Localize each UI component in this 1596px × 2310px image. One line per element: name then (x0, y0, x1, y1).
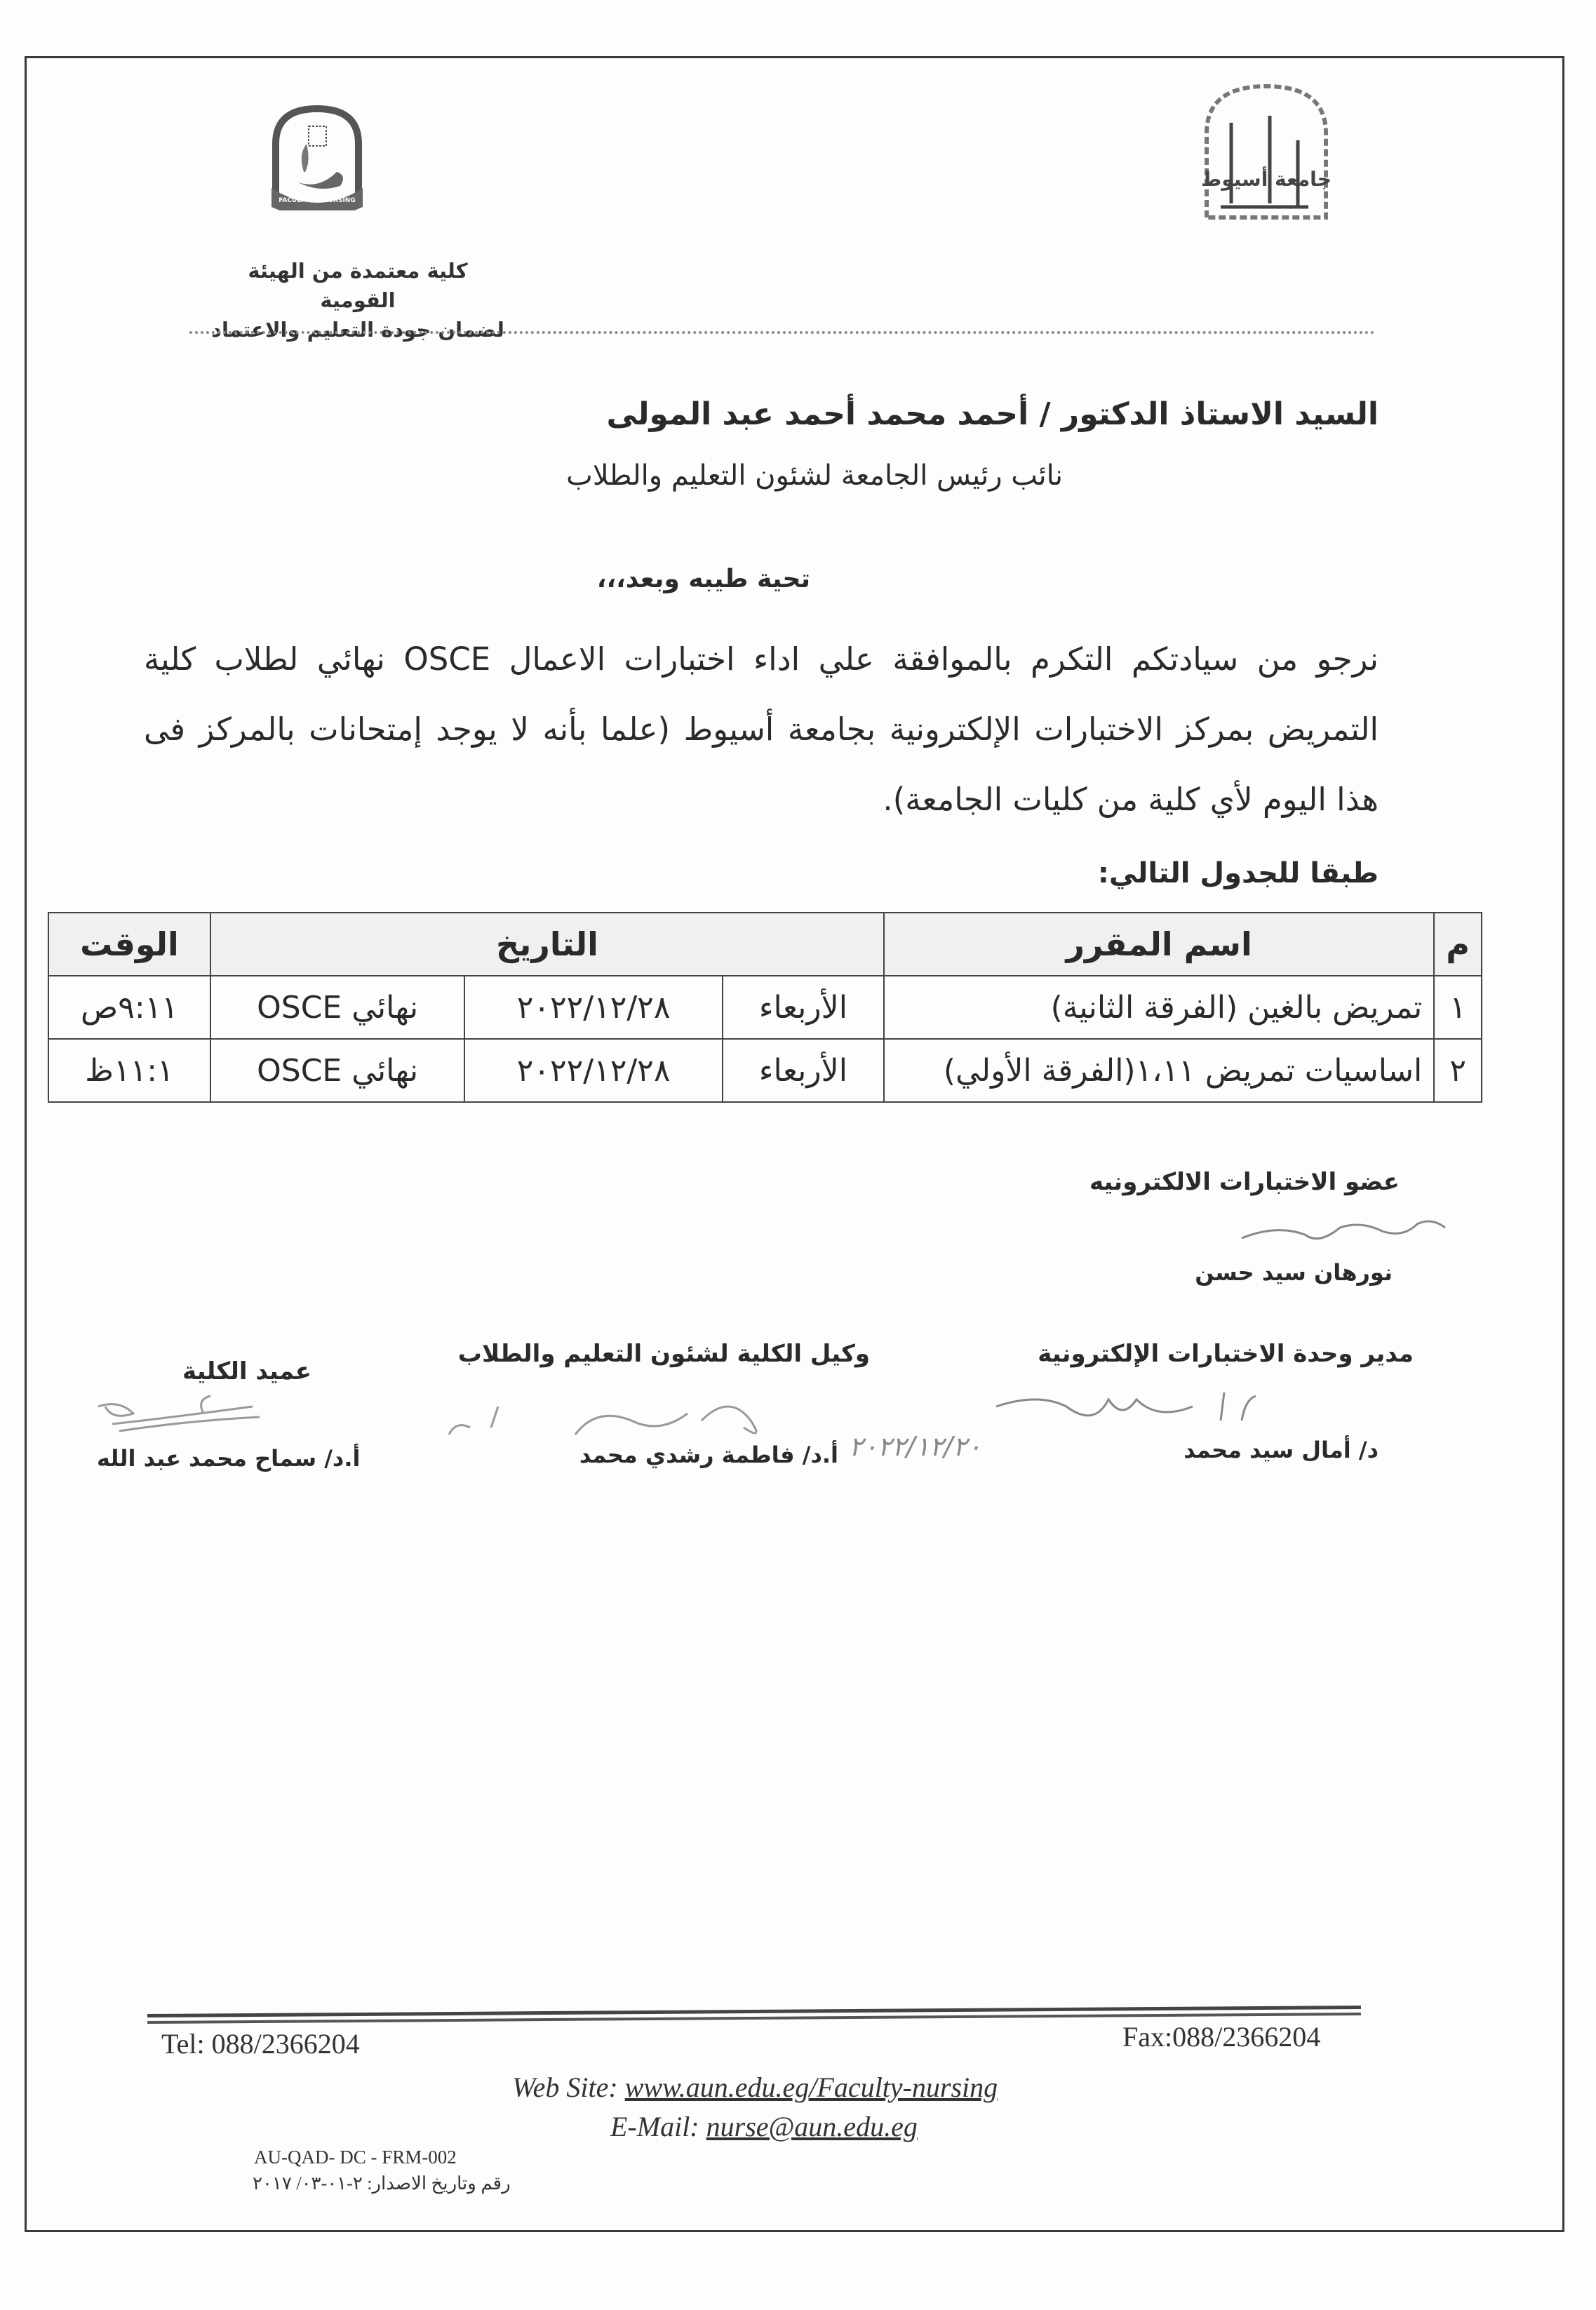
header-course: اسم المقرر (884, 913, 1434, 976)
dean-title: عميد الكلية (182, 1357, 311, 1385)
row-day: الأربعاء (723, 1039, 884, 1102)
header-index: م (1434, 913, 1482, 976)
unit-director-title: مدير وحدة الاختبارات الإلكترونية (1038, 1340, 1414, 1368)
unit-director-handwritten-date: ٢٠٢٢/١٢/٢٠ (849, 1431, 981, 1462)
member-signature-title: عضو الاختبارات الالكترونيه (1089, 1168, 1400, 1196)
row-date: ٢٠٢٢/١٢/٢٨ (464, 976, 723, 1039)
row-exam-type: نهائي OSCE (210, 1039, 464, 1102)
row-index: ١ (1434, 976, 1482, 1039)
vice-dean-name: أ.د/ فاطمة رشدي محمد (579, 1442, 838, 1468)
accreditation-line-2: لضمان جودة التعليم والاعتماد (211, 318, 504, 342)
header-date: التاريخ (210, 913, 884, 976)
issue-number-date: رقم وتاريخ الاصدار: ٢-٠١-٠٣/ ٢٠١٧ (253, 2173, 511, 2194)
faculty-logo-text: FACULTY OF NURSING (279, 197, 356, 204)
fax: Fax:088/2366204 (1122, 2021, 1321, 2053)
email-line (610, 2110, 918, 2143)
table-row (48, 1039, 1482, 1102)
row-date: ٢٠٢٢/١٢/٢٨ (464, 1039, 723, 1102)
letter-body: نرجو من سيادتكم التكرم بالموافقة علي اداء اختبارات الاعمال OSCE نهائي لطلاب كلية التمريض بمركز الاختبارات الإلكترونية بجامعة أسيوط (علما بأنه لا يوجد إمتحانات بالمركز فى هذا اليوم لأي كلية من كليات الجامعة). (144, 640, 1379, 818)
website-link[interactable]: www.aun.edu.eg/Faculty-nursing (624, 2071, 998, 2103)
exam-schedule-table (48, 912, 1482, 1103)
faculty-of-nursing-logo (270, 105, 365, 210)
table-header-row (48, 913, 1482, 976)
unit-director-name: د/ أمال سيد محمد (1183, 1437, 1379, 1463)
row-course: اساسيات تمريض ١،١١(الفرقة الأولي) (884, 1039, 1434, 1102)
accreditation-line-1: كلية معتمدة من الهيئة القومية (248, 259, 468, 312)
row-time: ٩:١١ص (48, 976, 210, 1039)
page-border (25, 56, 1564, 2232)
row-time: ١١:١ظ (48, 1039, 210, 1102)
table-row (48, 976, 1482, 1039)
email-link[interactable]: nurse@aun.edu.eg (706, 2111, 918, 2142)
header-time: الوقت (48, 913, 210, 976)
member-handwritten-signature (1235, 1210, 1459, 1259)
form-code: AU-QAD- DC - FRM-002 (254, 2147, 457, 2168)
website-line (512, 2071, 998, 2104)
member-name: نورهان سيد حسن (1195, 1259, 1393, 1286)
vice-dean-title: وكيل الكلية لشئون التعليم والطلاب (457, 1340, 870, 1368)
dean-handwritten-signature (91, 1392, 316, 1449)
telephone: Tel: 088/2366204 (161, 2028, 360, 2060)
row-index: ٢ (1434, 1039, 1482, 1102)
dean-name: أ.د/ سماح محمد عبد الله (97, 1445, 361, 1472)
website-label: Web Site: (512, 2071, 625, 2103)
addressee: السيد الاستاذ الدكتور / أحمد محمد أحمد عبد المولى (606, 396, 1379, 432)
row-day: الأربعاء (723, 976, 884, 1039)
addressee-title: نائب رئيس الجامعة لشئون التعليم والطلاب (566, 459, 1063, 492)
assiut-university-logo (1193, 81, 1340, 221)
greeting: تحية طيبه وبعد،،، (596, 565, 810, 593)
table-intro: طبقا للجدول التالي: (1097, 857, 1379, 889)
row-course: تمريض بالغين (الفرقة الثانية) (884, 976, 1434, 1039)
university-logo-text: جامعة أسيوط (1201, 168, 1332, 191)
vice-dean-handwritten-signature (435, 1392, 800, 1449)
row-exam-type: نهائي OSCE (210, 976, 464, 1039)
email-label: E-Mail: (610, 2111, 706, 2142)
unit-director-handwritten-signature (982, 1385, 1333, 1442)
header-divider (189, 331, 1375, 334)
